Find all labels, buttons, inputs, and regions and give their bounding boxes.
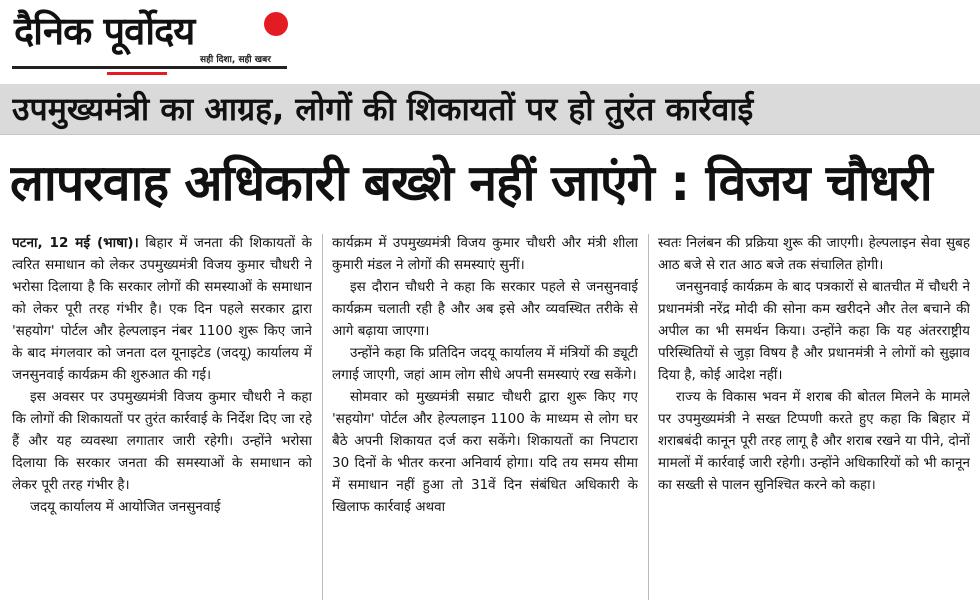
article-paragraph: [12, 232, 312, 386]
lead-text: बिहार में जनता की शिकायतों के त्वरित समाधान को लेकर उपमुख्यमंत्री विजय कुमार चौधरी ने भरोसा दिलाया है कि सरकार लोगों की समस्याओं के समाधान को लेकर पूरी तरह गंभीर है। एक दिन पहले सरकार द्वारा 'सहयोग' पोर्टल और हेल्पलाइन नंबर 1100 शुरू किए जाने के बाद मंगलवार को जनता दल यूनाइटेड (जदयू) कार्यालय में जनसुनवाई कार्यक्रम की शुरुआत की गई।: [12, 235, 312, 383]
article-paragraph: कार्यक्रम में उपमुख्यमंत्री विजय कुमार चौधरी और मंत्री शीला कुमारी मंडल ने लोगों की समस्याएं सुनीं।: [332, 235, 638, 273]
newspaper-tagline: सही दिशा, सही खबर: [200, 55, 271, 65]
article-paragraph: स्वतः निलंबन की प्रक्रिया शुरू की जाएगी। हेल्पलाइन सेवा सुबह आठ बजे से रात आठ बजे तक संचालित होगी।: [658, 235, 970, 273]
article-column-3: [658, 232, 970, 600]
masthead-accent-rule: [107, 72, 167, 75]
kicker-band: [0, 84, 980, 135]
article-paragraph: सोमवार को मुख्यमंत्री सम्राट चौधरी द्वारा शुरू किए गए 'सहयोग' पोर्टल और हेल्पलाइन 1100 के माध्यम से लोग घर बैठे अपनी शिकायत दर्ज करा सकेंगे। शिकायतों का निपटारा 30 दिनों के भीतर करना अनिवार्य होगा। यदि तय समय सीमा में समाधान नहीं हुआ तो 31वें दिन संबंधित अधिकारी के खिलाफ कार्रवाई अथवा: [332, 389, 638, 515]
dateline: पटना, 12 मई (भाषा)।: [12, 235, 139, 251]
masthead-rule: [12, 66, 287, 69]
column-divider: [648, 234, 649, 600]
article-paragraph: उन्होंने कहा कि प्रतिदिन जदयू कार्यालय में मंत्रियों की ड्यूटी लगाई जाएगी, जहां आम लोग सीधे अपनी समस्याएं रख सकेंगे।: [332, 345, 638, 383]
newspaper-logo: दैनिक पूर्वोदय: [14, 9, 195, 53]
article-paragraph: राज्य के विकास भवन में शराब की बोतल मिलने के मामले पर उपमुख्यमंत्री ने सख्त टिप्पणी करते हुए कहा कि बिहार में शराबबंदी कानून पूरी तरह लागू है और शराब रखने या पीने, दोनों मामलों में कार्रवाई जारी रहेगी। उन्होंने अधिकारियों को भी कानून का सख्ती से पालन सुनिश्चित करने को कहा।: [658, 389, 970, 493]
article-paragraph: जदयू कार्यालय में आयोजित जनसुनवाई: [30, 499, 221, 515]
column-divider: [322, 234, 323, 600]
article-paragraph: इस अवसर पर उपमुख्यमंत्री विजय कुमार चौधरी ने कहा कि लोगों की शिकायतों पर तुरंत कार्रवाई के निर्देश दिए जा रहे हैं और यह व्यवस्था लगातार जारी रहेगी। उन्होंने भरोसा दिलाया कि सरकार जनता की समस्याओं के समाधान को लेकर पूरी तरह गंभीर है।: [12, 389, 312, 493]
logo-sun-icon: [264, 12, 288, 36]
article-column-1: [12, 232, 312, 600]
kicker-headline: उपमुख्यमंत्री का आग्रह, लोगों की शिकायतों पर हो तुरंत कार्रवाई: [12, 90, 754, 128]
masthead: [12, 6, 287, 72]
article-paragraph: इस दौरान चौधरी ने कहा कि सरकार पहले से जनसुनवाई कार्यक्रम चलाती रही है और अब इसे और व्यवस्थित तरीके से आगे बढ़ाया जाएगा।: [332, 279, 638, 339]
main-headline: लापरवाह अधिकारी बख्शे नहीं जाएंगे : विजय चौधरी: [10, 154, 932, 212]
article-paragraph: जनसुनवाई कार्यक्रम के बाद पत्रकारों से बातचीत में चौधरी ने प्रधानमंत्री नरेंद्र मोदी की सोना कम खरीदने और तेल बचाने की अपील का भी समर्थन किया। उन्होंने कहा कि यह अंतरराष्ट्रीय परिस्थितियों से जुड़ा विषय है और प्रधानमंत्री ने लोगों को सुझाव दिया है, कोई आदेश नहीं।: [658, 279, 970, 383]
article-column-2: [332, 232, 638, 600]
